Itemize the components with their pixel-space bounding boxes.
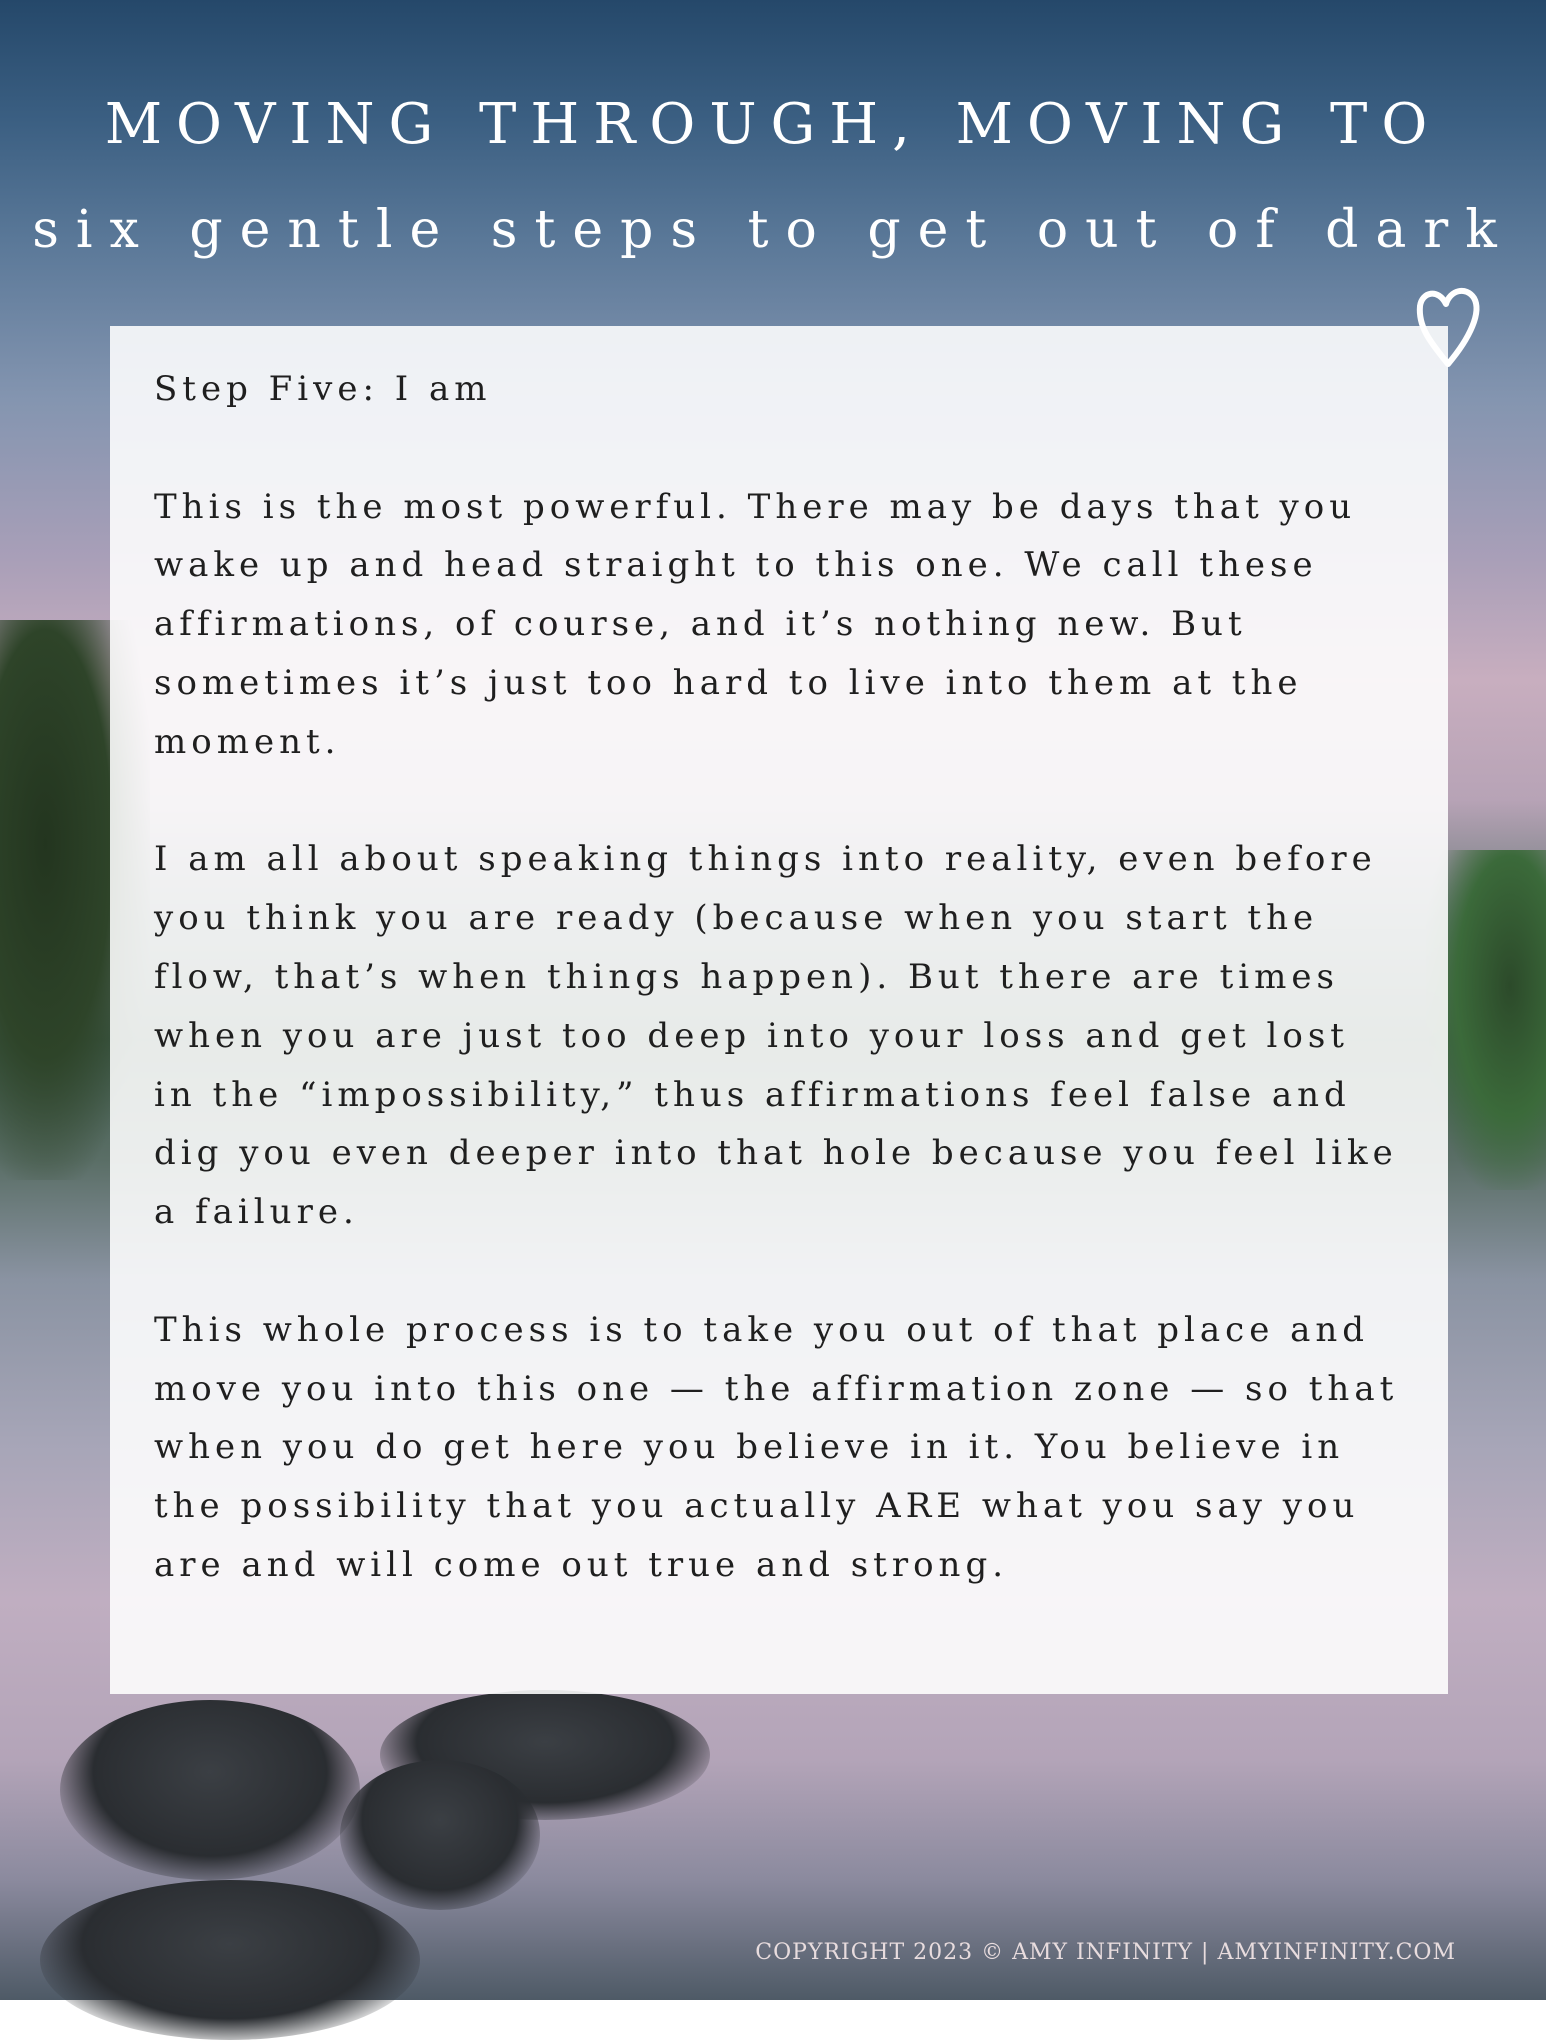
background-rock bbox=[40, 1880, 420, 2040]
paragraph: This is the most powerful. There may be days that you wake up and head straight to this one. We call these affirmations, of course, and it’s nothing new. But sometimes it’s just too hard to live into them at the moment. bbox=[154, 486, 1357, 762]
step-heading: Step Five: I am bbox=[154, 369, 492, 409]
copyright-footer: COPYRIGHT 2023 © AMY INFINITY | AMYINFINITY.COM bbox=[755, 1940, 1456, 1965]
page-subtitle: six gentle steps to get out of dark bbox=[32, 200, 1514, 260]
paragraph: I am all about speaking things into reality, even before you think you are ready (because when you start the flow, that’s when things happen). But there are times when you are just too deep into your loss and get lost in the “impossibility,” thus affirmations feel false and dig you even deeper into that hole because you feel like a failure. bbox=[154, 839, 1398, 1233]
content-card bbox=[110, 326, 1448, 1694]
background-rock bbox=[340, 1760, 540, 1910]
background-rock bbox=[60, 1700, 360, 1880]
paragraph: This whole process is to take you out of that place and move you into this one — the affirmation zone — so that when you do get here you believe in it. You believe in the possibility that you actually ARE what you say you are and will come out true and strong. bbox=[154, 1309, 1399, 1585]
page-title: MOVING THROUGH, MOVING TO bbox=[104, 92, 1442, 157]
